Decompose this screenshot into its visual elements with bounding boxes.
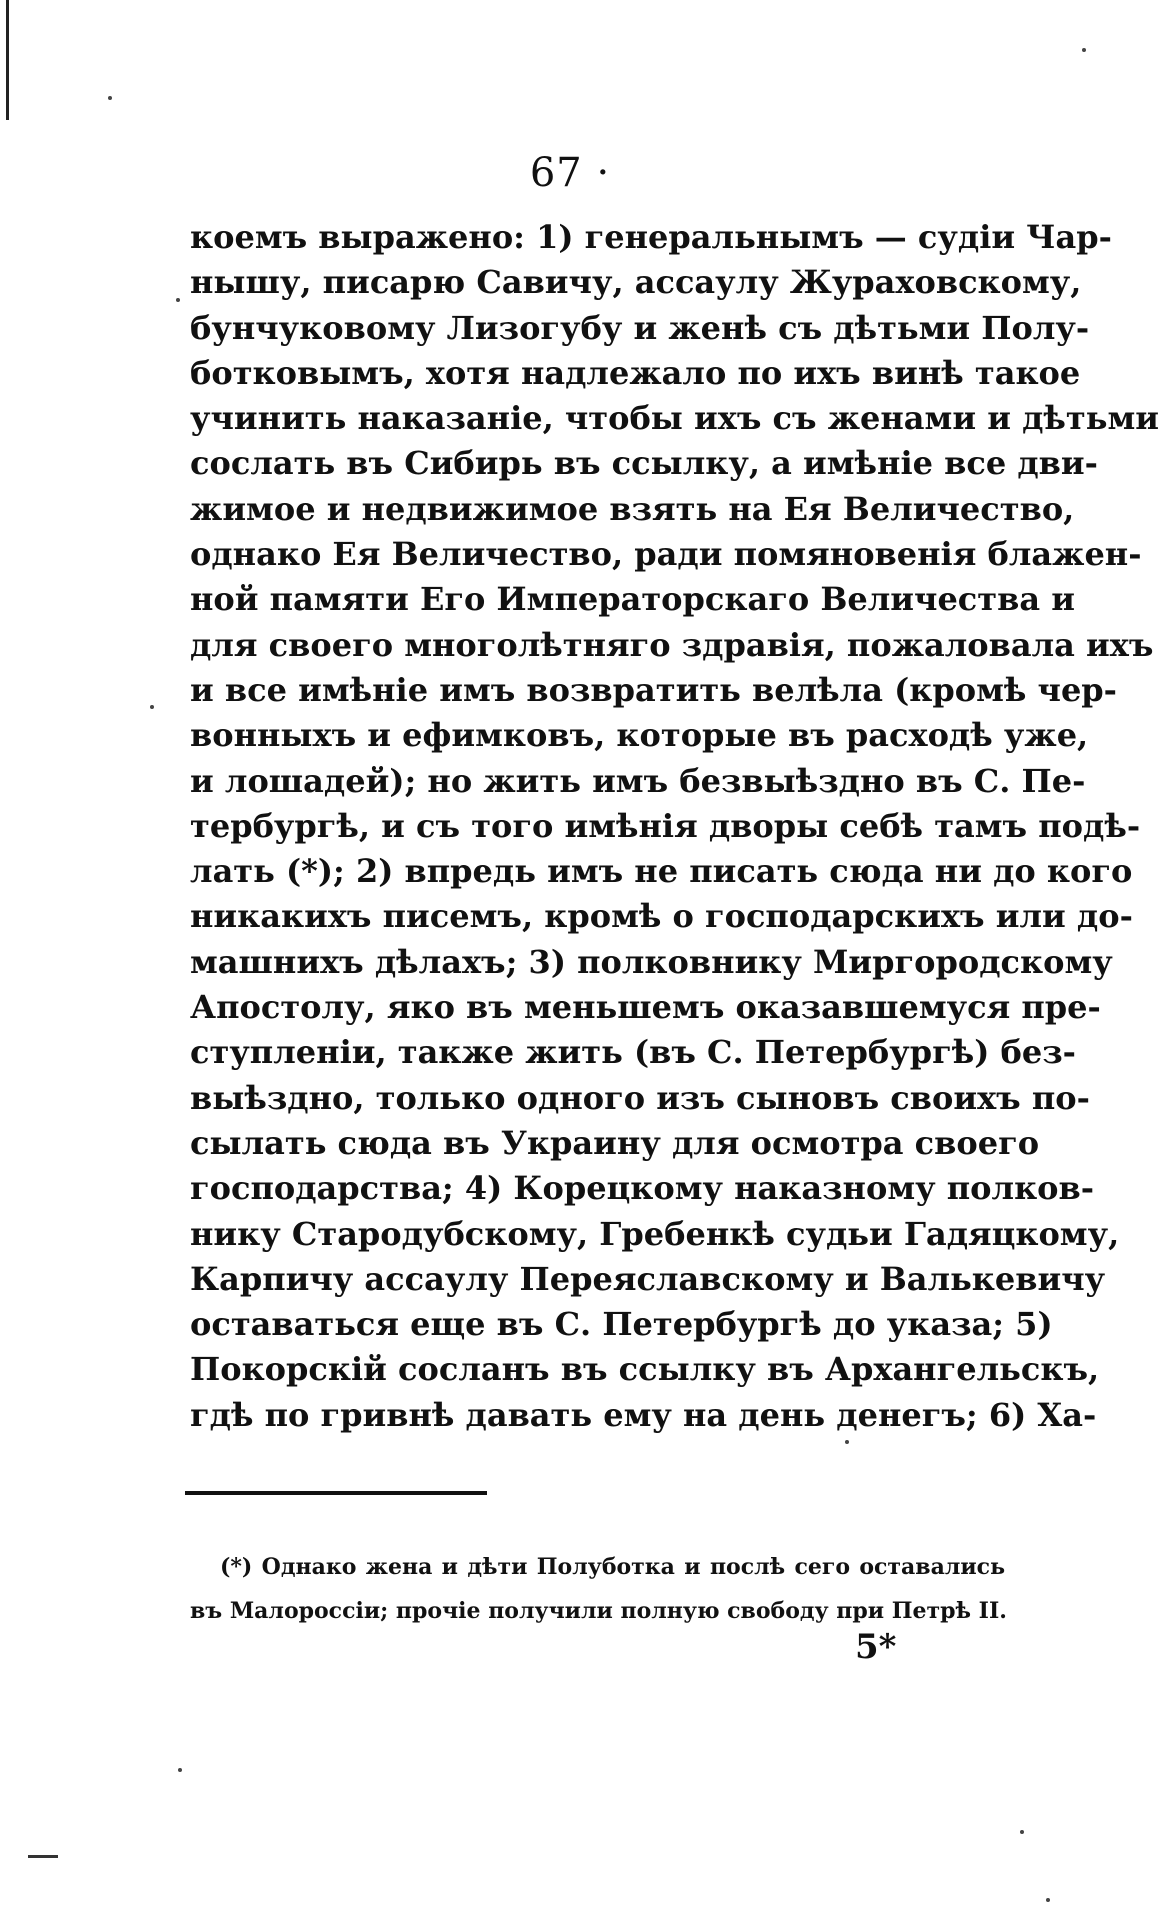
footnote-divider <box>185 1491 487 1495</box>
body-line: нику Стародубскому, Гребенкѣ судьи Гадяцкому, <box>190 1214 1120 1253</box>
body-line: Покорскій сосланъ въ ссылку въ Архангельскъ, <box>190 1350 1100 1389</box>
scan-speck <box>845 1440 849 1444</box>
scan-speck <box>176 298 180 302</box>
body-line: сылать сюда въ Украину для осмотра своего <box>190 1123 1040 1162</box>
body-line: и все имѣніе имъ возвратить велѣла (кромѣ чер- <box>190 670 1117 709</box>
body-line: ной памяти Его Императорскаго Величества и <box>190 580 1075 619</box>
footnote-line: въ Малороссіи; прочіе получили полную свободу при Петрѣ II. <box>190 1598 1007 1624</box>
body-line: для своего многолѣтняго здравія, пожаловала ихъ <box>190 625 1154 664</box>
body-line: ступленіи, также жить (въ С. Петербургѣ) без- <box>190 1033 1076 1072</box>
scan-speck <box>1020 1830 1024 1834</box>
footnote-line: (*) Однако жена и дѣти Полуботка и послѣ сего оставались <box>220 1554 1005 1580</box>
scan-margin-line <box>6 0 9 120</box>
body-line: гдѣ по гривнѣ давать ему на день денегъ; 6) Ха- <box>190 1395 1097 1434</box>
body-line: жимое и недвижимое взять на Ея Величество, <box>190 489 1075 528</box>
body-line: Апостолу, яко въ меньшемъ оказавшемуся пре- <box>190 988 1101 1027</box>
body-line: господарства; 4) Корецкому наказному полков- <box>190 1169 1095 1208</box>
body-line: вонныхъ и ефимковъ, которые въ расходѣ уже, <box>190 716 1089 755</box>
page-number: 67 · <box>529 150 611 196</box>
body-line: выѣздно, только одного изъ сыновъ своихъ по- <box>190 1078 1090 1117</box>
scan-speck <box>108 96 112 100</box>
body-line: ботковымъ, хотя надлежало по ихъ винѣ такое <box>190 353 1081 392</box>
body-text <box>190 215 1159 1438</box>
body-line: коемъ выражено: 1) генеральнымъ — судіи Чар- <box>190 218 1112 256</box>
body-line: сослать въ Сибирь въ ссылку, а имѣніе все дви- <box>190 444 1098 483</box>
body-line: оставаться еще въ С. Петербургѣ до указа; 5) <box>190 1305 1053 1344</box>
footnote <box>190 1545 1005 1633</box>
scan-speck <box>150 705 154 709</box>
body-line: нышу, писарю Савичу, ассаулу Жураховскому, <box>190 263 1082 302</box>
body-line: тербургѣ, и съ того имѣнія дворы себѣ тамъ подѣ- <box>190 806 1141 845</box>
body-line: и лошадей); но жить имъ безвыѣздно въ С. Пе- <box>190 761 1086 800</box>
body-line: учинить наказаніе, чтобы ихъ съ женами и дѣтьми <box>190 399 1159 438</box>
body-line: однако Ея Величество, ради помяновенія блажен- <box>190 535 1142 574</box>
scan-dash-mark <box>28 1855 58 1858</box>
body-line: бунчуковому Лизогубу и женѣ съ дѣтьми Полу- <box>190 308 1090 347</box>
scan-speck <box>1082 48 1086 52</box>
scan-speck <box>1046 1898 1050 1902</box>
body-line: никакихъ писемъ, кромѣ о господарскихъ или до- <box>190 897 1133 936</box>
body-line: лать (*); 2) впредь имъ не писать сюда ни до кого <box>190 852 1133 891</box>
body-line: машнихъ дѣлахъ; 3) полковнику Миргородскому <box>190 942 1113 981</box>
body-line: Карпичу ассаулу Переяславскому и Валькевичу <box>190 1259 1106 1298</box>
scan-speck <box>178 1768 182 1772</box>
signature-mark: 5* <box>855 1627 897 1667</box>
